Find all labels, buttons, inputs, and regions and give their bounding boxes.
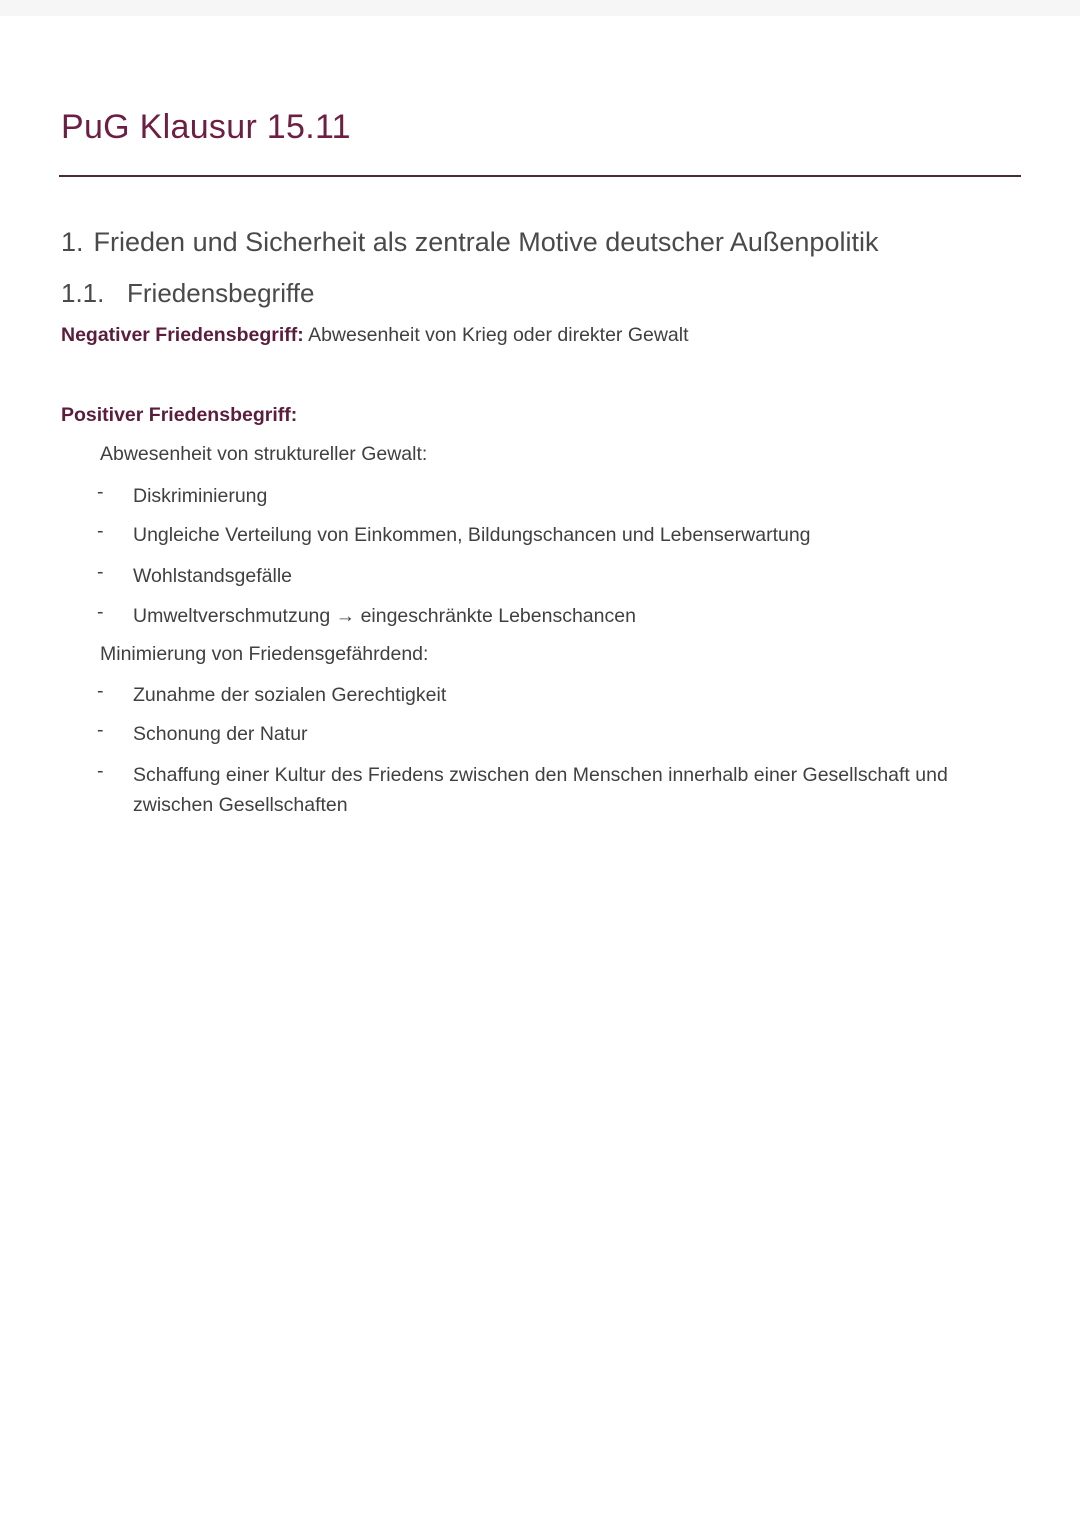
list-item-text: Wohlstandsgefälle [133,565,292,587]
negative-peace-definition [61,324,689,347]
subsection-title: Friedensbegriffe [127,278,315,308]
bullet-marker: - [97,719,104,741]
bullet-marker: - [97,760,104,782]
positive-peace-definition [61,404,297,427]
bullet-marker: - [97,601,104,623]
negative-peace-text: Abwesenheit von Krieg oder direkter Gewalt [308,324,689,346]
list-item-text: Zunahme der sozialen Gerechtigkeit [133,684,447,706]
list-item-text: Diskriminierung [133,485,268,507]
bullet-marker: - [97,561,104,583]
negative-peace-term: Negativer Friedensbegriff: [61,324,304,346]
positive-peace-term: Positiver Friedensbegriff: [61,404,298,426]
document-title: PuG Klausur 15.11 [61,108,351,146]
section-heading-1 [61,227,878,258]
list-item-text: Schonung der Natur [133,723,308,745]
section-title: Frieden und Sicherheit als zentrale Motive deutscher Außenpolitik [93,227,879,257]
bullet-marker: - [97,680,104,702]
list-item-text: Ungleiche Verteilung von Einkommen, Bildungschancen und Lebenserwartung [133,524,811,546]
section-number: 1. [61,227,84,257]
subsection-heading-1-1 [61,278,314,309]
list-item-text: Umweltverschmutzung → eingeschränkte Lebenschancen [133,605,636,627]
structural-violence-heading: Abwesenheit von struktureller Gewalt: [100,443,428,465]
minimization-heading: Minimierung von Friedensgefährdend: [100,643,429,665]
list-item-text: Schaffung einer Kultur des Friedens zwischen den Menschen innerhalb einer Gesellschaft und zwischen Gesellschaften [133,764,948,816]
subsection-number: 1.1. [61,278,105,308]
title-divider [59,175,1021,177]
bullet-marker: - [97,520,104,542]
bullet-marker: - [97,481,104,503]
